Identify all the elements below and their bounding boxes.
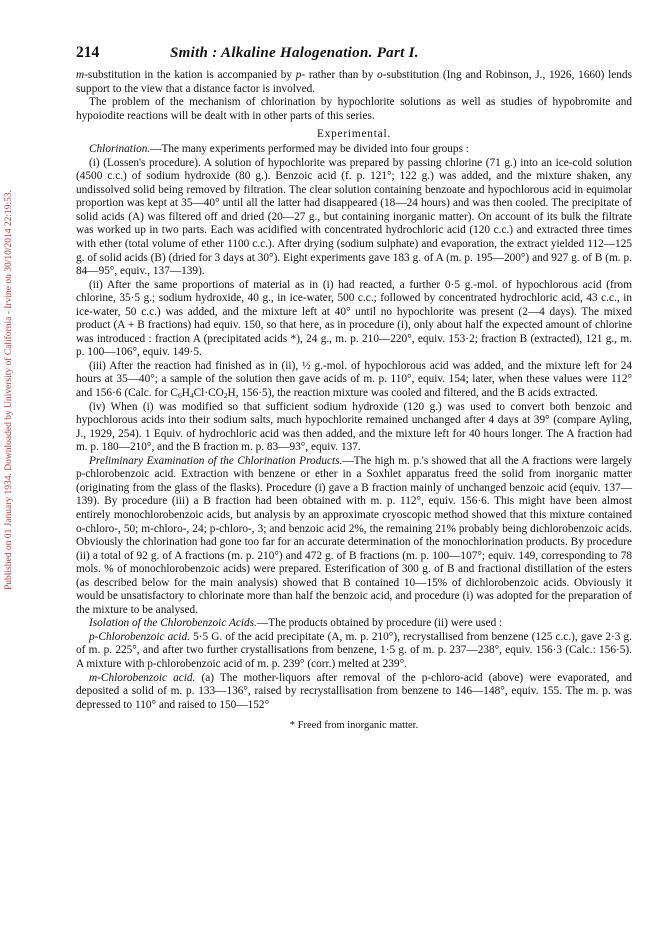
side-note — [0, 0, 18, 935]
page-number: 214 — [76, 44, 100, 61]
running-head — [76, 44, 632, 64]
procedure-iv: (iv) When (i) was modified so that sufficient sodium hydroxide (120 g.) was used to convert both benzoic and hypochlorous acids into their sodium salts, much hypochlorite remained unchanged after 4 days at 39° (compare Ayling, J., 1929, 254). 1 Equiv. of hydrochloric acid was then added, and the mixture left for 40 hours longer. The A fraction had m. p. 180—210°, and the B fraction m. p. 83—93°, equiv. 137. — [76, 400, 632, 454]
p-chloro-paragraph: p-Chlorobenzoic acid. 5·5 G. of the acid precipitate (A, m. p. 210°), recrystallised from benzene (125 c.c.), gave 2·3 g. of m. p. 225°, and after two further crystallisations from benzene, 1·5 g. of m. p. 237—238°, equiv. 156·3 (Calc.: 156·5). A mixture with p-chlorobenzoic acid of m. p. 239° (corr.) melted at 239°. — [76, 630, 632, 670]
footnote: * Freed from inorganic matter. — [289, 720, 419, 732]
section-heading: Experimental. — [316, 128, 392, 141]
publication-notice: Published on 01 January 1934. Downloaded by University of California - Irvine on 30/10/2014 22:19:53. — [4, 189, 14, 590]
page-content — [76, 44, 632, 731]
m-chloro-paragraph: m-Chlorobenzoic acid. (a) The mother-liquors after removal of the p-chloro-acid (above) were evaporated, and deposited a solid of m. p. 133—136°, raised by recrystallisation from benzene to 146—148°, equiv. 155. The m. p. was depressed to 110° and raised to 150—152° — [76, 671, 632, 711]
intro-paragraph-2: The problem of the mechanism of chlorination by hypochlorite solutions as well as studies of hypobromite and hypoiodite reactions will be dealt with in other parts of this series. — [76, 96, 632, 122]
procedure-i: (i) (Lossen's procedure). A solution of hypochlorite was prepared by passing chlorine (71 g.) into an ice-cold solution (4500 c.c.) of sodium hydroxide (80 g.). Benzoic acid (f. p. 121°; 122 g.) was added, and the mixture shaken, any undissolved solid being removed by filtration. The clear solution containing benzoate and hypochlorous acid in equimolar proportion was kept at 35—40° until all the latter had disappeared (18—24 hours) and was then cooled. The precipitate of solid acids (A) was filtered off and dried (20—27 g., but containing inorganic matter). On account of its bulk the filtrate was worked up in two parts. Each was acidified with concentrated hydrochloric acid (120 c.c.) and extracted three times with ether (total volume of ether 1100 c.c.). After drying (sodium sulphate) and evaporation, the extract yielded 112—125 g. of solid acids (B) (dried for 3 days at 30°). Eight experiments gave 183 g. of A (m. p. 195—200°) and 927 g. of B (m. p. 84—95°, equiv., 137—139). — [76, 156, 632, 278]
intro-paragraph: m-substitution in the kation is accompanied by p- rather than by o-substitution (Ing and Robinson, J., 1926, 1660) lends support to the view that a distance factor is involved. — [76, 69, 632, 95]
isolation-paragraph: Isolation of the Chlorobenzoic Acids.—The products obtained by procedure (ii) were used : — [89, 617, 503, 630]
preliminary-paragraph: Preliminary Examination of the Chlorination Products.—The high m. p.'s showed that all the A fractions were largely p-chlorobenzoic acid. Extraction with benzene or ether in a Soxhlet apparatus freed the solid from inorganic matter (originating from the glass of the flasks). Procedure (i) gave a B fraction mainly of unchanged benzoic acid (equiv. 137—139). By procedure (iii) a B fraction had been obtained with m. p. 112°, equiv. 156·6. This might have been almost entirely monochlorobenzoic acids, but analysis by an approximate cryoscopic method showed that this mixture contained o-chloro-, 50; m-chloro-, 24; p-chloro-, 3; and benzoic acid 2%, the remaining 21% probably being dichlorobenzoic acids. Obviously the chlorination had gone too far for an accurate determination of the monochlorination products. By procedure (ii) a total of 92 g. of A fractions (m. p. 210°) and 472 g. of B fractions (m. p. 100—107°; equiv. 149, corresponding to 78 mols. % of monochlorobenzoic acids) were prepared. Esterification of 300 g. of B and fractional distillation of the esters (as described below for the main analysis) showed that B contained 10—15% of dichlorobenzoic acids. Obviously it would be unsatisfactory to chlorinate more than half the benzoic acid, and procedure (i) was adopted for the preparation of the mixture to be analysed. — [76, 454, 632, 616]
chlorination-paragraph: Chlorination.—The many experiments performed may be divided into four groups : — [89, 143, 469, 156]
running-title: Smith : Alkaline Halogenation. Part I. — [170, 45, 419, 61]
procedure-iii: (iii) After the reaction had finished as in (ii), ½ g.-mol. of hypochlorous acid was added, and the mixture left for 24 hours at 35—40°; a sample of the solution then gave acids of m. p. 110°, equiv. 154; later, when these values were 112° and 156·6 (Calc. for $C_6H_4Cl\cdot CO_2H$, 156·5), the reaction mixture was cooled and filtered, and the B acids extracted. — [76, 359, 632, 401]
procedure-ii: (ii) After the same proportions of material as in (i) had reacted, a further 0·5 g.-mol. of hypochlorous acid (from chlorine, 35·5 g.; sodium hydroxide, 40 g., in ice-water, 500 c.c.; followed by concentrated hydrochloric acid, 43 c.c., in ice-water, 50 c.c.) was added, and the mixture left at 40° until no hypochlorite was present (2—4 days). The mixed product (A + B fractions) had equiv. 150, so that here, as in procedure (i), only about half the expected amount of chlorine was introduced : fraction A (precipitated acids *), 24 g., m. p. 210—220°, equiv. 153·2; fraction B (extracted), 121 g., m. p. 100—106°, equiv. 149·5. — [76, 278, 632, 359]
